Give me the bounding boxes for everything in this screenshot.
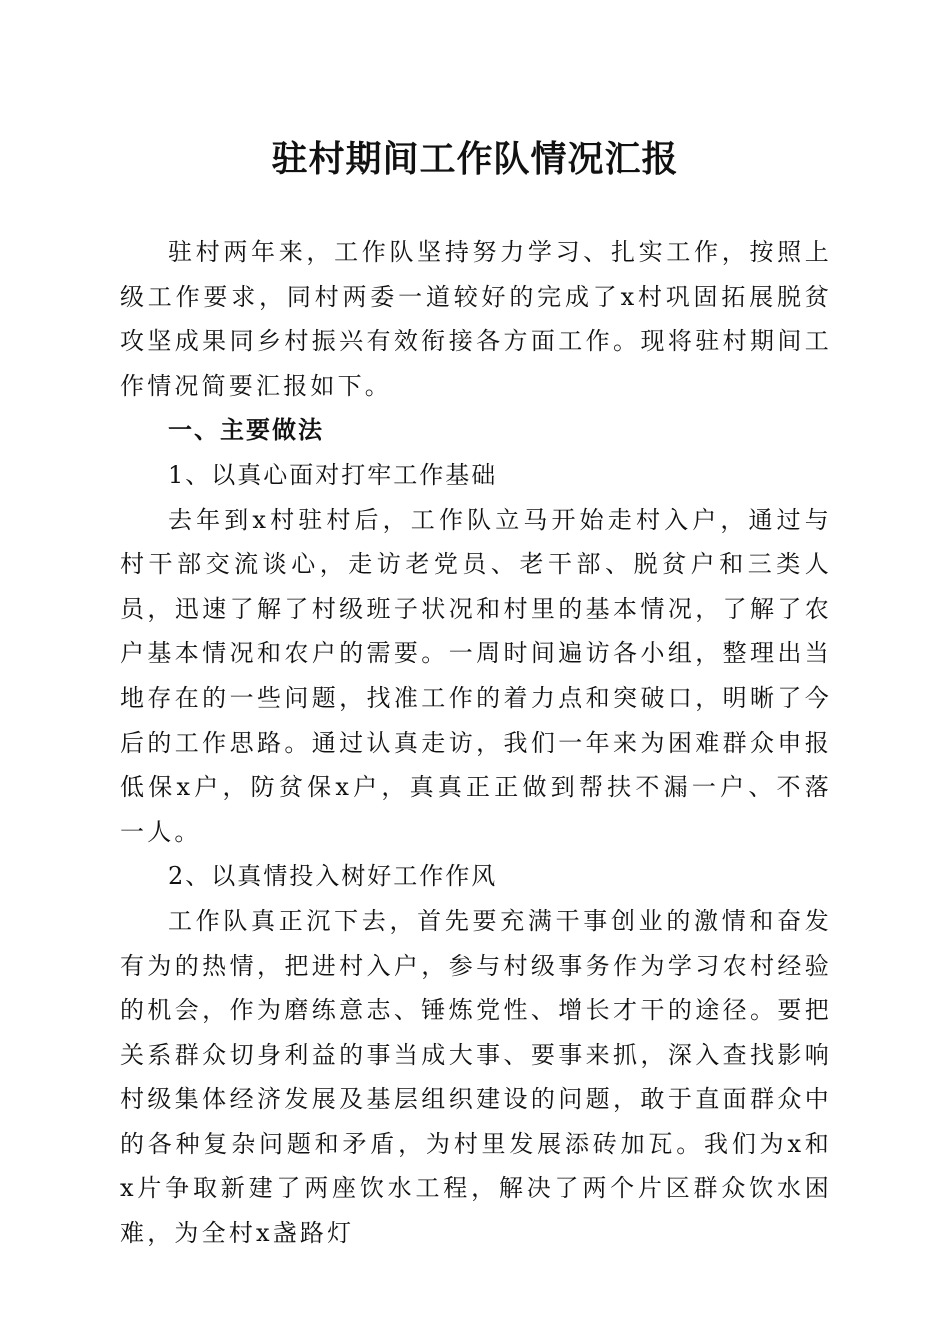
intro-paragraph: 驻村两年来，工作队坚持努力学习、扎实工作，按照上级工作要求，同村两委一道较好的完成了x村巩固拓展脱贫攻坚成果同乡村振兴有效衔接各方面工作。现将驻村期间工作情况简要汇报如下。 xyxy=(120,238,832,400)
subsection-heading: 2、以真情投入树好工作作风 xyxy=(168,862,498,891)
subsection-heading: 1、以真心面对打牢工作基础 xyxy=(168,460,498,489)
body-paragraph: 工作队真正沉下去，首先要充满干事创业的激情和奋发有为的热情，把进村入户，参与村级事务作为学习农村经验的机会，作为磨练意志、锤炼党性、增长才干的途径。要把关系群众切身利益的事当成大事、要事来抓，深入查找影响村级集体经济发展及基层组织建设的问题，敢于直面群众中的各种复杂问题和矛盾，为村里发展添砖加瓦。我们为x和x片争取新建了两座饮水工程，解决了两个片区群众饮水困难，为全村x盏路灯 xyxy=(120,906,832,1248)
document-body xyxy=(120,230,832,1256)
section-heading: 一、主要做法 xyxy=(168,416,324,445)
document-title: 驻村期间工作队情况汇报 xyxy=(271,138,679,180)
body-paragraph: 去年到x村驻村后，工作队立马开始走村入户，通过与村干部交流谈心，走访老党员、老干部、脱贫户和三类人员，迅速了解了村级班子状况和村里的基本情况，了解了农户基本情况和农户的需要。一周时间遍访各小组，整理出当地存在的一些问题，找准工作的着力点和突破口，明晰了今后的工作思路。通过认真走访，我们一年来为困难群众申报低保x户，防贫保x户，真真正正做到帮扶不漏一户、不落一人。 xyxy=(120,505,832,846)
